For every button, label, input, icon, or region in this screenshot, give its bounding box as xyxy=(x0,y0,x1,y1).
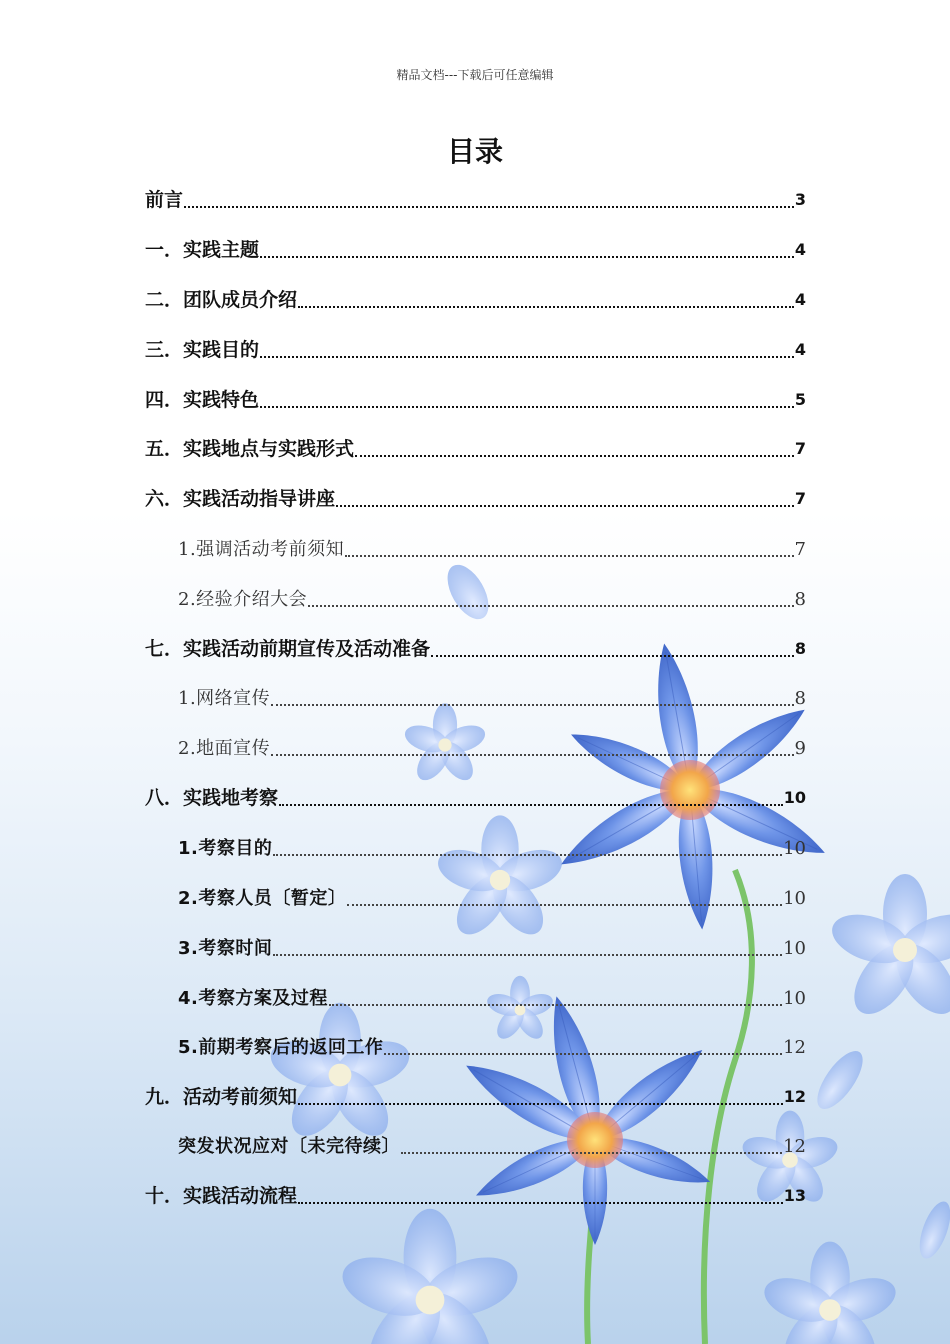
toc-entry-8-3[interactable] xyxy=(178,934,806,964)
toc-entry-section-9[interactable] xyxy=(145,1082,806,1112)
toc-entry-page: 12 xyxy=(783,1087,806,1106)
dot-leader xyxy=(271,754,793,756)
toc-entry-section-4[interactable] xyxy=(145,385,806,415)
toc-entry-6-1[interactable] xyxy=(178,535,806,565)
dot-leader xyxy=(347,904,782,906)
toc-entry-page: 7 xyxy=(794,439,806,458)
page-header: 精品文档---下载后可任意编辑 xyxy=(396,68,554,82)
toc-entry-section-10[interactable] xyxy=(145,1181,806,1211)
toc-entry-label: 2.考察人员〔暂定〕 xyxy=(178,888,347,909)
dot-leader xyxy=(336,505,794,507)
dot-leader xyxy=(273,954,782,956)
toc-entry-page: 5 xyxy=(794,390,806,409)
toc-entry-label: 十．实践活动流程 xyxy=(145,1185,298,1207)
toc-entry-page: 4 xyxy=(794,240,806,259)
toc-entry-label: 二．团队成员介绍 xyxy=(145,289,298,311)
toc-entry-page: 7 xyxy=(794,489,806,508)
toc-entry-label: 2.经验介绍大会 xyxy=(178,589,308,610)
dot-leader xyxy=(384,1053,782,1055)
toc-entry-label: 八．实践地考察 xyxy=(145,787,279,809)
toc-entry-page: 9 xyxy=(794,738,806,759)
toc-entry-page: 7 xyxy=(794,539,806,560)
toc-entry-label: 突发状况应对〔未完待续〕 xyxy=(178,1136,400,1157)
toc-entry-label: 四．实践特色 xyxy=(145,389,260,411)
toc-entry-label: 九．活动考前须知 xyxy=(145,1086,298,1108)
toc-entry-section-2[interactable] xyxy=(145,285,806,315)
toc-entry-label: 一．实践主题 xyxy=(145,239,260,261)
toc-entry-page: 4 xyxy=(794,290,806,309)
page-title: 目录 xyxy=(446,135,503,168)
dot-leader xyxy=(279,804,783,806)
toc-entry-8-2[interactable] xyxy=(178,884,806,914)
toc-entry-label: 1.考察目的 xyxy=(178,838,273,859)
toc-entry-6-2[interactable] xyxy=(178,585,806,615)
toc-entry-8-1[interactable] xyxy=(178,834,806,864)
toc-entry-page: 8 xyxy=(794,688,806,709)
toc-entry-page: 10 xyxy=(783,788,806,807)
toc-entry-8-5[interactable] xyxy=(178,1033,806,1063)
toc-entry-page: 10 xyxy=(783,888,806,909)
dot-leader xyxy=(298,306,794,308)
dot-leader xyxy=(298,1202,783,1204)
toc-entry-7-2[interactable] xyxy=(178,734,806,764)
toc-entry-page: 4 xyxy=(794,340,806,359)
dot-leader xyxy=(271,704,793,706)
toc-entry-label: 1.网络宣传 xyxy=(178,688,271,709)
toc-entry-label: 六．实践活动指导讲座 xyxy=(145,488,336,510)
toc-entry-label: 三．实践目的 xyxy=(145,339,260,361)
toc-entry-section-7[interactable] xyxy=(145,634,806,664)
toc-entry-label: 5.前期考察后的返回工作 xyxy=(178,1037,384,1058)
toc-entry-page: 13 xyxy=(783,1186,806,1205)
toc-entry-label: 4.考察方案及过程 xyxy=(178,988,328,1009)
toc-entry-preface[interactable] xyxy=(145,185,806,215)
dot-leader xyxy=(260,356,794,358)
toc-entry-section-5[interactable] xyxy=(145,434,806,464)
dot-leader xyxy=(401,1152,782,1154)
toc-entry-page: 12 xyxy=(783,1037,806,1058)
toc-entry-label: 3.考察时间 xyxy=(178,938,273,959)
dot-leader xyxy=(329,1004,782,1006)
toc-entry-label: 前言 xyxy=(145,189,184,211)
dot-leader xyxy=(184,206,794,208)
toc-entry-label: 七．实践活动前期宣传及活动准备 xyxy=(145,638,431,660)
dot-leader xyxy=(345,555,793,557)
toc-entry-section-6[interactable] xyxy=(145,484,806,514)
dot-leader xyxy=(431,655,794,657)
toc-entry-page: 10 xyxy=(783,988,806,1009)
dot-leader xyxy=(298,1103,783,1105)
toc-entry-section-8[interactable] xyxy=(145,783,806,813)
toc-entry-section-1[interactable] xyxy=(145,235,806,265)
toc-entry-9-1[interactable] xyxy=(178,1132,806,1162)
dot-leader xyxy=(355,455,794,457)
toc-entry-section-3[interactable] xyxy=(145,335,806,365)
toc-entry-page: 8 xyxy=(794,589,806,610)
dot-leader xyxy=(260,256,794,258)
dot-leader xyxy=(260,406,794,408)
dot-leader xyxy=(308,605,793,607)
toc-entry-page: 3 xyxy=(794,190,806,209)
toc-entry-8-4[interactable] xyxy=(178,984,806,1014)
toc-entry-page: 10 xyxy=(783,838,806,859)
toc-entry-label: 1.强调活动考前须知 xyxy=(178,539,345,560)
toc-entry-label: 五．实践地点与实践形式 xyxy=(145,438,355,460)
toc-entry-7-1[interactable] xyxy=(178,684,806,714)
toc-entry-page: 10 xyxy=(783,938,806,959)
toc-entry-page: 8 xyxy=(794,639,806,658)
dot-leader xyxy=(273,854,782,856)
toc-entry-label: 2.地面宣传 xyxy=(178,738,271,759)
toc-entry-page: 12 xyxy=(783,1136,806,1157)
